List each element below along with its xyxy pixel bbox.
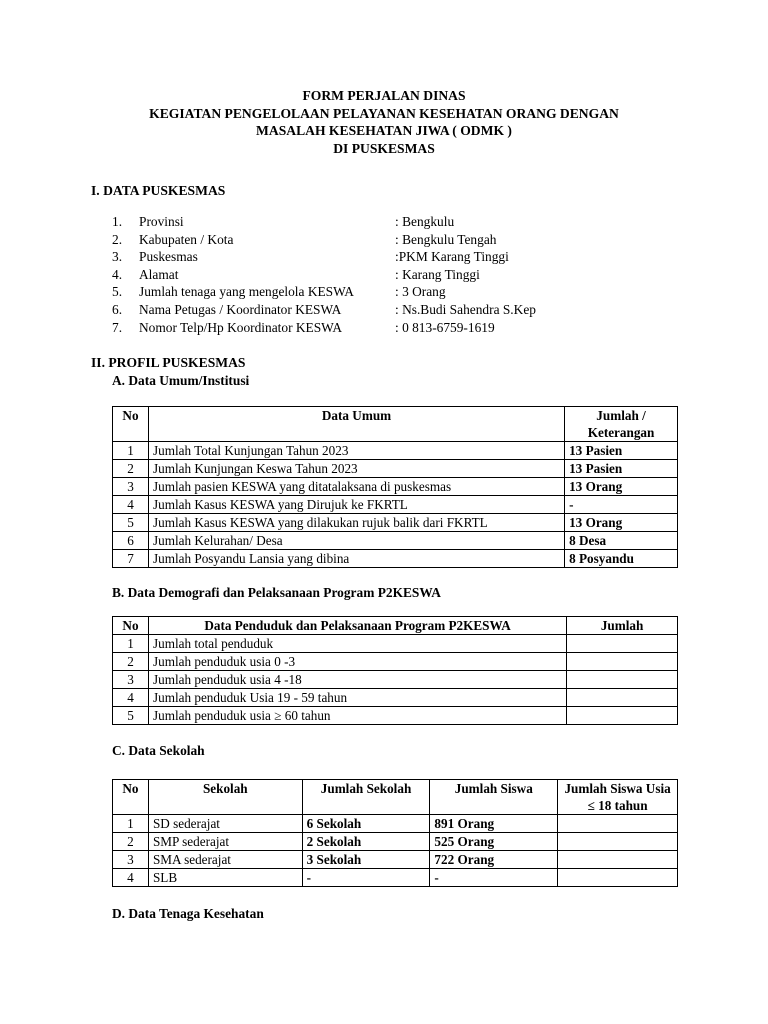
table-cell: Jumlah Kunjungan Keswa Tahun 2023 — [148, 460, 564, 478]
info-row-label: Kabupaten / Kota — [139, 231, 234, 247]
table-cell — [558, 851, 678, 869]
header-no: No — [113, 617, 149, 635]
table-cell: - — [565, 496, 678, 514]
subsection-d-heading: D. Data Tenaga Kesehatan — [112, 906, 264, 921]
table-cell: 13 Pasien — [565, 442, 678, 460]
info-row-label: Jumlah tenaga yang mengelola KESWA — [139, 284, 354, 300]
info-row-number: 7. — [112, 319, 123, 335]
table-cell: Jumlah total penduduk — [148, 635, 566, 653]
table-cell: 1 — [113, 815, 149, 833]
table-cell: 3 — [113, 671, 149, 689]
table-row — [113, 635, 678, 653]
info-row-value: : 0 813-6759-1619 — [395, 319, 495, 335]
table-cell: 1 — [113, 635, 149, 653]
table-cell: Jumlah penduduk usia 0 -3 — [148, 653, 566, 671]
info-row-value: : Bengkulu Tengah — [395, 231, 497, 247]
table-row — [113, 689, 678, 707]
table-cell: SLB — [148, 869, 302, 887]
table-cell: 2 — [113, 833, 149, 851]
table-cell: 6 Sekolah — [302, 815, 430, 833]
info-row-label: Puskesmas — [139, 249, 198, 265]
table-cell: 5 — [113, 514, 149, 532]
table-cell: 891 Orang — [430, 815, 558, 833]
table-cell: - — [430, 869, 558, 887]
subsection-c-heading: C. Data Sekolah — [112, 743, 205, 758]
table-cell: 3 Sekolah — [302, 851, 430, 869]
info-row-value: : Ns.Budi Sahendra S.Kep — [395, 302, 536, 317]
table-row — [113, 514, 678, 532]
table-row — [113, 532, 678, 550]
table-cell: 2 Sekolah — [302, 833, 430, 851]
title-line-3: MASALAH KESEHATAN JIWA ( ODMK ) — [256, 123, 512, 138]
table-cell — [567, 671, 678, 689]
table-row — [113, 869, 678, 887]
header-jumlah: Jumlah — [567, 617, 678, 635]
table-cell: 2 — [113, 460, 149, 478]
table-cell — [567, 635, 678, 653]
table-cell — [567, 707, 678, 725]
document-title — [0, 87, 768, 157]
table-header-row — [113, 780, 678, 815]
info-row-label: Nomor Telp/Hp Koordinator KESWA — [139, 319, 342, 335]
table-cell: 13 Orang — [565, 514, 678, 532]
header-no: No — [113, 780, 149, 815]
subsection-b-heading: B. Data Demografi dan Pelaksanaan Program P2KESWA — [112, 585, 441, 600]
table-data-sekolah — [112, 779, 678, 887]
table-cell: 13 Pasien — [565, 460, 678, 478]
table-cell — [558, 833, 678, 851]
table-header-row — [113, 617, 678, 635]
header-jumlah-siswa: Jumlah Siswa — [430, 780, 558, 815]
table-cell: Jumlah penduduk Usia 19 - 59 tahun — [148, 689, 566, 707]
header-jumlah-sekolah: Jumlah Sekolah — [302, 780, 430, 815]
header-data-umum: Data Umum — [148, 407, 564, 442]
table-cell — [558, 869, 678, 887]
info-row-number: 4. — [112, 266, 123, 282]
info-row-value: : 3 Orang — [395, 284, 446, 300]
table-row — [113, 653, 678, 671]
table-cell: Jumlah penduduk usia ≥ 60 tahun — [148, 707, 566, 725]
info-row-number: 3. — [112, 249, 123, 265]
table-cell — [558, 815, 678, 833]
table-data-umum — [112, 406, 678, 568]
table-cell: 4 — [113, 689, 149, 707]
table-cell: 525 Orang — [430, 833, 558, 851]
table-row — [113, 460, 678, 478]
title-line-4: DI PUSKESMAS — [333, 140, 435, 156]
table-cell: Jumlah pasien KESWA yang ditatalaksana di puskesmas — [148, 478, 564, 496]
table-cell: 4 — [113, 496, 149, 514]
info-row-label: Alamat — [139, 266, 179, 282]
table-cell: 13 Orang — [565, 478, 678, 496]
header-jumlah-keterangan: Jumlah / Keterangan — [565, 407, 678, 442]
info-row-number: 2. — [112, 231, 123, 247]
table-row — [113, 671, 678, 689]
info-row-number: 1. — [112, 214, 123, 229]
table-cell: 3 — [113, 478, 149, 496]
table-cell: Jumlah penduduk usia 4 -18 — [148, 671, 566, 689]
title-line-1: FORM PERJALAN DINAS — [302, 88, 466, 103]
info-row-number: 5. — [112, 284, 123, 300]
info-row-label: Nama Petugas / Koordinator KESWA — [139, 302, 342, 317]
title-line-2: KEGIATAN PENGELOLAAN PELAYANAN KESEHATAN ORANG DENGAN — [149, 105, 619, 121]
table-row — [113, 851, 678, 869]
table-cell: - — [302, 869, 430, 887]
table-demografi — [112, 616, 678, 725]
subsection-a-heading: A. Data Umum/Institusi — [112, 373, 250, 388]
table-row — [113, 833, 678, 851]
table-cell: SD sederajat — [148, 815, 302, 833]
section-data-puskesmas-heading: I. DATA PUSKESMAS — [91, 183, 226, 198]
info-row-label: Provinsi — [139, 214, 184, 229]
table-cell: 1 — [113, 442, 149, 460]
table-cell: SMA sederajat — [148, 851, 302, 869]
section-profil-puskesmas-heading: II. PROFIL PUSKESMAS — [91, 355, 246, 370]
table-cell: Jumlah Kasus KESWA yang dilakukan rujuk balik dari FKRTL — [148, 514, 564, 532]
table-row — [113, 815, 678, 833]
table-cell: 6 — [113, 532, 149, 550]
table-cell: Jumlah Posyandu Lansia yang dibina — [148, 550, 564, 568]
header-jumlah-siswa-usia: Jumlah Siswa Usia ≤ 18 tahun — [558, 780, 678, 815]
table-row — [113, 707, 678, 725]
table-cell — [567, 653, 678, 671]
table-cell: Jumlah Kelurahan/ Desa — [148, 532, 564, 550]
header-no: No — [113, 407, 149, 442]
table-cell: 8 Desa — [565, 532, 678, 550]
info-row-number: 6. — [112, 302, 123, 317]
info-row-value: : Bengkulu — [395, 214, 455, 229]
table-row — [113, 550, 678, 568]
header-data-penduduk: Data Penduduk dan Pelaksanaan Program P2KESWA — [148, 617, 566, 635]
table-cell: 722 Orang — [430, 851, 558, 869]
table-cell — [567, 689, 678, 707]
table-cell: 3 — [113, 851, 149, 869]
table-row — [113, 478, 678, 496]
table-cell: SMP sederajat — [148, 833, 302, 851]
table-cell: 7 — [113, 550, 149, 568]
table-cell: 4 — [113, 869, 149, 887]
table-cell: 8 Posyandu — [565, 550, 678, 568]
info-row-value: : Karang Tinggi — [395, 266, 480, 282]
info-row-value: :PKM Karang Tinggi — [395, 249, 509, 265]
table-row — [113, 496, 678, 514]
table-cell: Jumlah Total Kunjungan Tahun 2023 — [148, 442, 564, 460]
table-cell: 5 — [113, 707, 149, 725]
table-row — [113, 442, 678, 460]
header-sekolah: Sekolah — [148, 780, 302, 815]
table-cell: 2 — [113, 653, 149, 671]
table-header-row — [113, 407, 678, 442]
table-cell: Jumlah Kasus KESWA yang Dirujuk ke FKRTL — [148, 496, 564, 514]
